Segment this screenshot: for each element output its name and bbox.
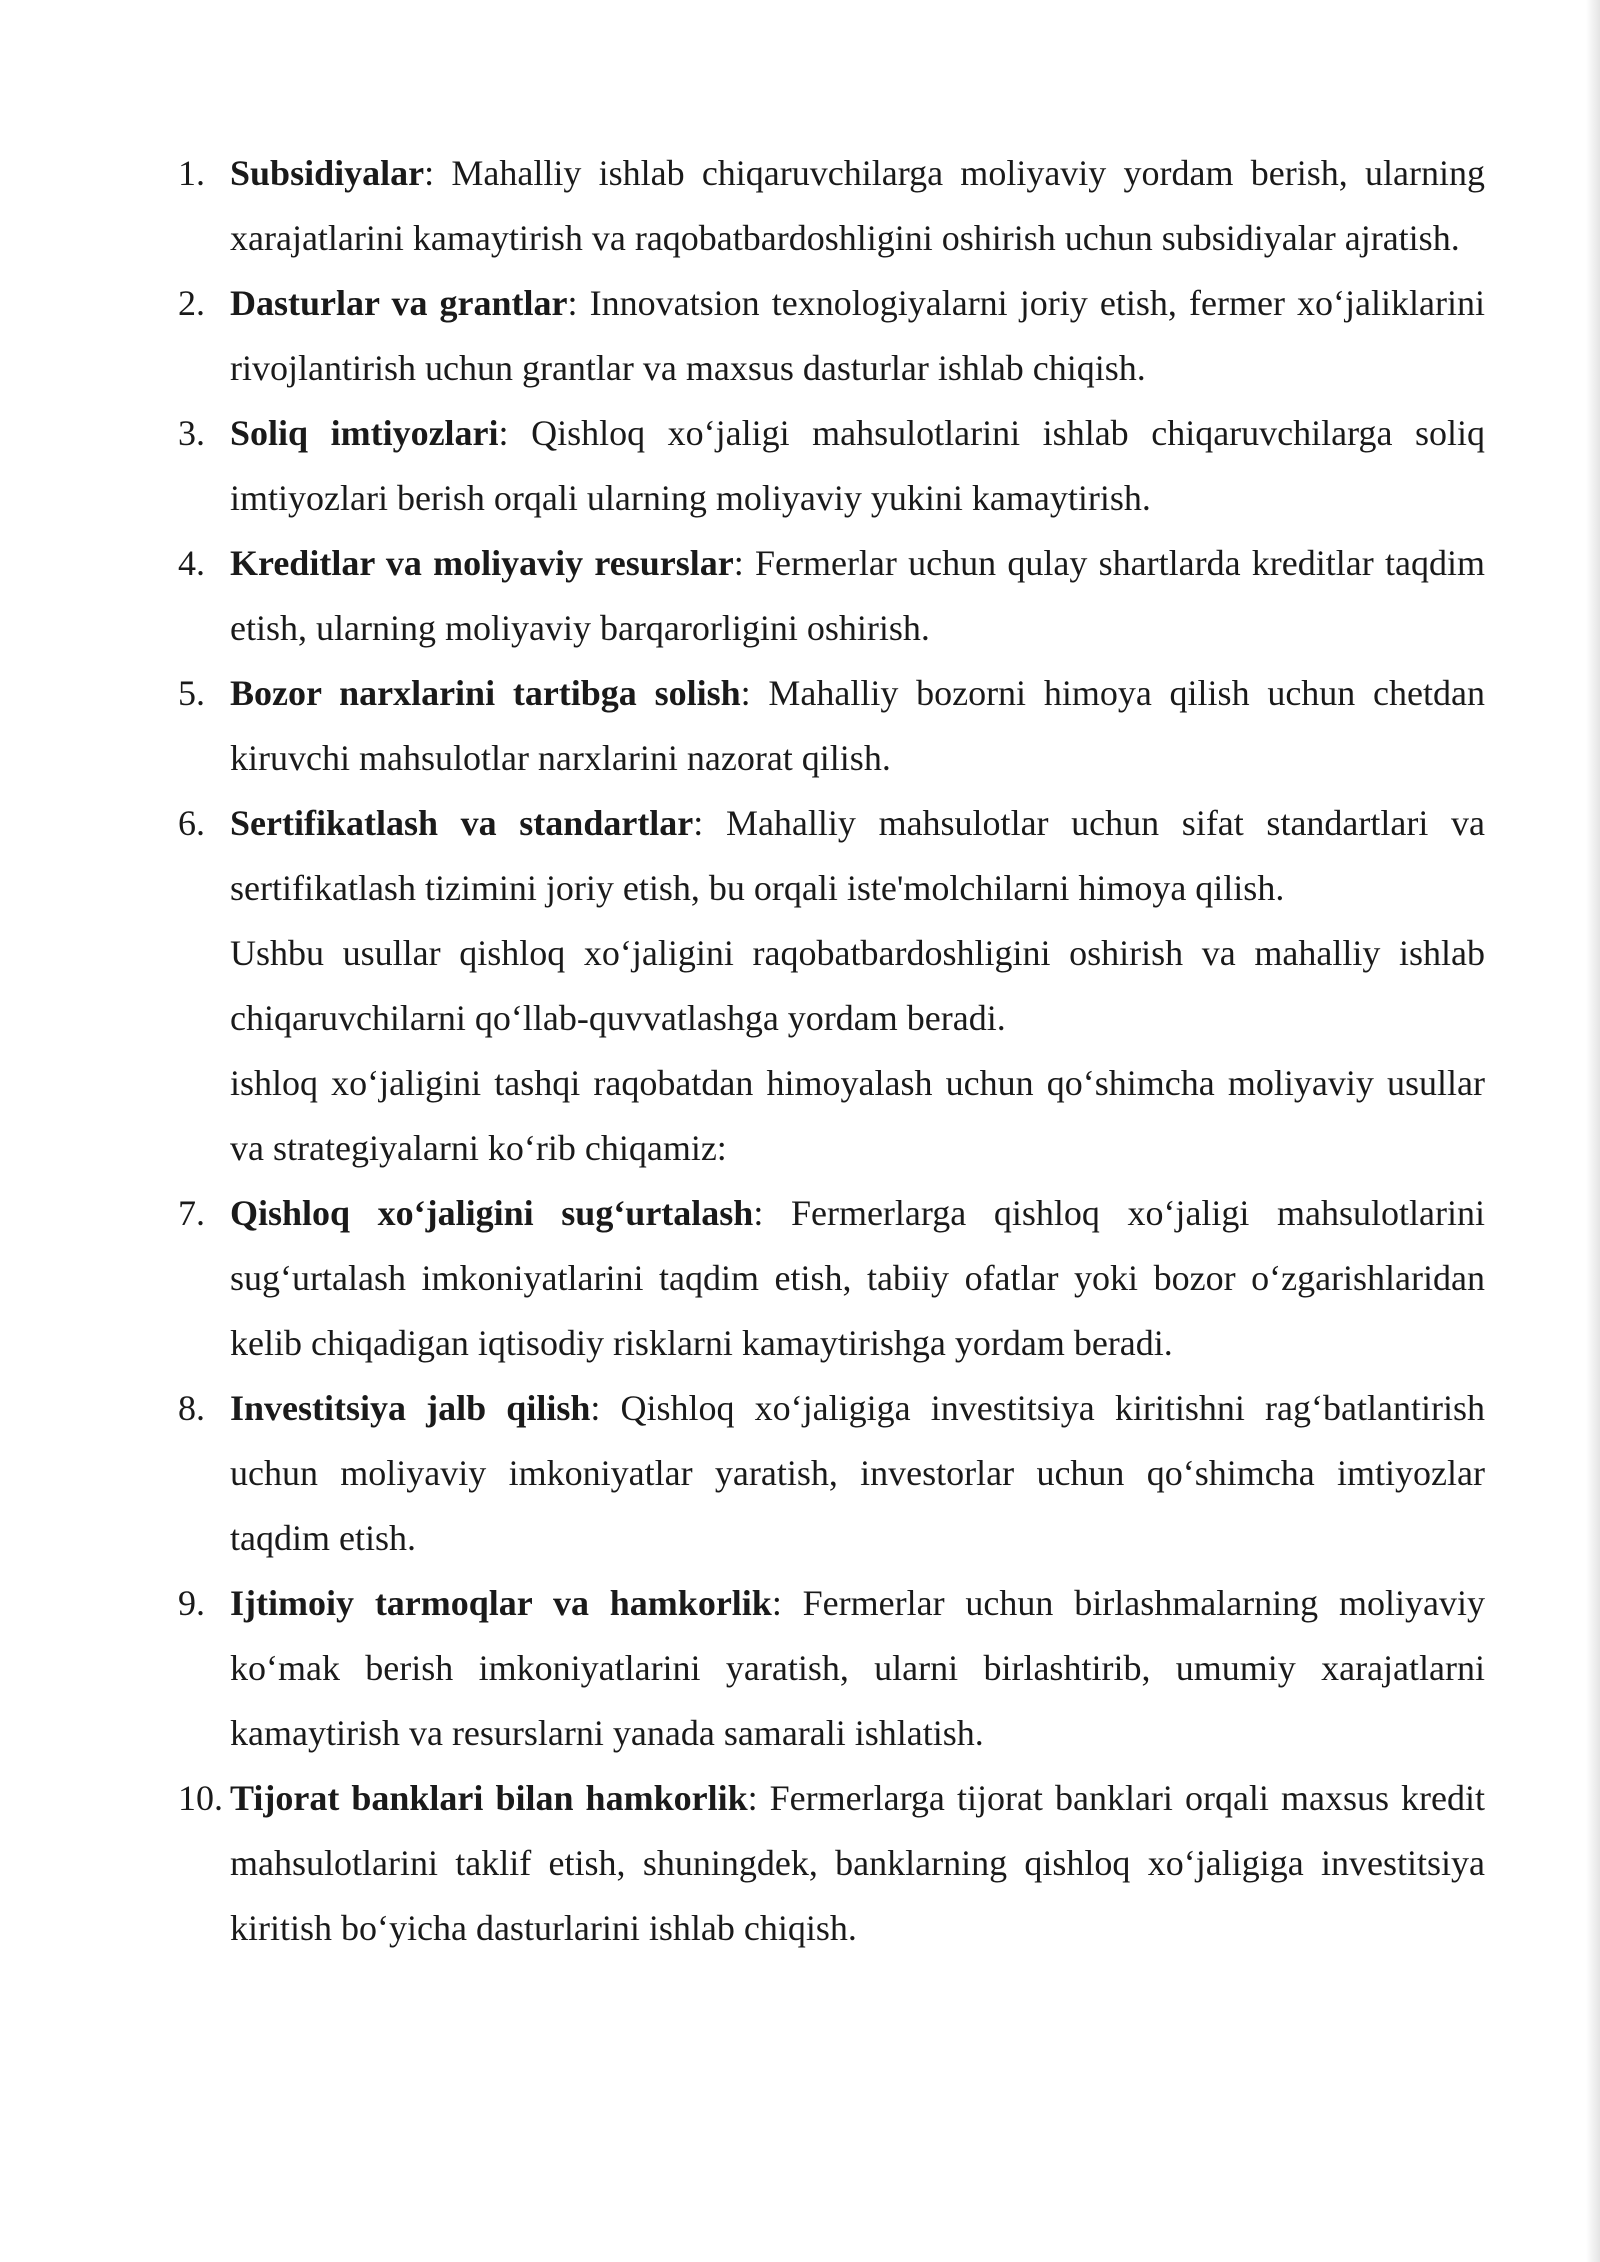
list-term: Kreditlar va moliyaviy resurslar [230,543,734,583]
list-item [178,661,1485,791]
list-item [178,531,1485,661]
list-item [178,401,1485,531]
body-paragraph: Ushbu usullar qishloq xo‘jaligini raqobatbardoshligini oshirish va mahalliy ishlab chiqaruvchilarni qo‘llab-quvvatlashga yordam beradi. [230,933,1485,1038]
list-number: 9. [178,1583,205,1623]
list-text: : Mahalliy ishlab chiqaruvchilarga moliyaviy yordam berish, ularning xarajatlarini kamaytirish va raqobatbardoshligini oshirish uchun subsidiyalar ajratish. [230,153,1485,258]
list-item [178,791,1485,921]
list-text: : Fermerlarga qishloq xo‘jaligi mahsulotlarini sug‘urtalash imkoniyatlarini taqdim etish, tabiiy ofatlar yoki bozor o‘zgarishlaridan kelib chiqadigan iqtisodiy risklarni kamaytirishga yordam beradi. [230,1193,1486,1363]
list-number: 10. [178,1778,223,1818]
list-text: : Mahalliy bozorni himoya qilish uchun chetdan kiruvchi mahsulotlar narxlarini nazorat qilish. [230,673,1485,778]
list-text: : Fermerlarga tijorat banklari orqali maxsus kredit mahsulotlarini taklif etish, shuningdek, banklarning qishloq xo‘jaligiga investitsiya kiritish bo‘yicha dasturlarini ishlab chiqish. [230,1778,1485,1948]
list-item [178,141,1485,271]
list-text: : Qishloq xo‘jaligi mahsulotlarini ishlab chiqaruvchilarga soliq imtiyozlari berish orqali ularning moliyaviy yukini kamaytirish. [230,413,1486,518]
list-number: 1. [178,153,205,193]
list-number: 4. [178,543,205,583]
list-number: 6. [178,803,205,843]
list-item [178,1766,1485,1961]
list-number: 2. [178,283,205,323]
list-term: Bozor narxlarini tartibga solish [230,673,741,713]
list-item [178,1376,1485,1571]
list-term: Dasturlar va grantlar [230,283,568,323]
list-term: Sertifikatlash va standartlar [230,803,694,843]
list-term: Tijorat banklari bilan hamkorlik [230,1778,748,1818]
list-text: : Qishloq xo‘jaligiga investitsiya kiritishni rag‘batlantirish uchun moliyaviy imkoniyatlar yaratish, investorlar uchun qo‘shimcha imtiyozlar taqdim etish. [230,1388,1485,1558]
list-item [178,1571,1485,1766]
list-number: 8. [178,1388,205,1428]
list-term: Subsidiyalar [230,153,425,193]
list-term: Investitsiya jalb qilish [230,1388,591,1428]
list-term: Ijtimoiy tarmoqlar va hamkorlik [230,1583,772,1623]
list-term: Soliq imtiyozlari [230,413,499,453]
page-edge-shadow [1586,0,1600,2262]
list-number: 3. [178,413,205,453]
document-body [178,141,1485,1961]
list-text: : Innovatsion texnologiyalarni joriy etish, fermer xo‘jaliklarini rivojlantirish uchun grantlar va maxsus dasturlar ishlab chiqish. [230,283,1485,388]
list-text: : Mahalliy mahsulotlar uchun sifat standartlari va sertifikatlash tizimini joriy etish, bu orqali iste'molchilarni himoya qilish. [230,803,1485,908]
list-text: : Fermerlar uchun qulay shartlarda kreditlar taqdim etish, ularning moliyaviy barqarorligini oshirish. [230,543,1485,648]
list-item [178,271,1485,401]
list-text: : Fermerlar uchun birlashmalarning moliyaviy ko‘mak berish imkoniyatlarini yaratish, ularni birlashtirib, umumiy xarajatlarni kamaytirish va resurslarni yanada samarali ishlatish. [230,1583,1485,1753]
list-item [178,1181,1485,1376]
body-paragraph: ishloq xo‘jaligini tashqi raqobatdan himoyalash uchun qo‘shimcha moliyaviy usullar va strategiyalarni ko‘rib chiqamiz: [230,1063,1485,1168]
list-number: 5. [178,673,205,713]
list-term: Qishloq xo‘jaligini sug‘urtalash [230,1193,754,1233]
list-number: 7. [178,1193,205,1233]
